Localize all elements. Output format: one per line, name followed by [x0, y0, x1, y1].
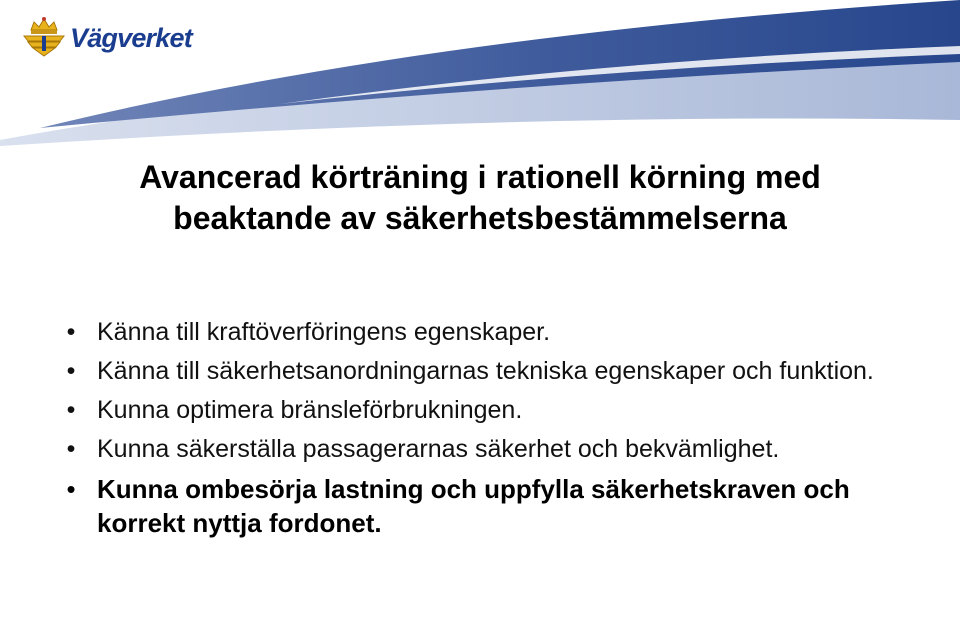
bullet-dot-icon: •: [66, 357, 76, 385]
bullet-text: Kunna ombesörja lastning och uppfylla säkerhetskraven och korrekt nyttja fordonet.: [97, 474, 850, 538]
bullet-item: [0, 316, 960, 348]
bullet-item: [0, 394, 960, 426]
bullet-item-bold: [0, 472, 960, 540]
title-line-1: Avancerad körträning i rationell körning med: [139, 159, 821, 195]
bullet-list: [0, 316, 960, 540]
bullet-text: Kunna optimera bränsleförbrukningen.: [97, 396, 523, 424]
bullet-text: Känna till säkerhetsanordningarnas tekniska egenskaper och funktion.: [97, 357, 874, 385]
bullet-dot-icon: •: [66, 474, 76, 504]
crown-crest-icon: [22, 14, 66, 58]
title-line-2: beaktande av säkerhetsbestämmelserna: [173, 200, 787, 236]
logo-wordmark: Vägverket: [70, 22, 192, 53]
vagverket-logo: [22, 14, 192, 58]
bullet-dot-icon: •: [66, 435, 76, 463]
bullet-text: Känna till kraftöverföringens egenskaper.: [97, 318, 551, 346]
bullet-item: [0, 433, 960, 465]
bullet-item: [0, 355, 960, 387]
bullet-dot-icon: •: [66, 318, 76, 346]
bullet-text: Kunna säkerställa passagerarnas säkerhet och bekvämlighet.: [97, 435, 780, 463]
bullet-dot-icon: •: [66, 396, 76, 424]
slide-title: [40, 157, 920, 239]
